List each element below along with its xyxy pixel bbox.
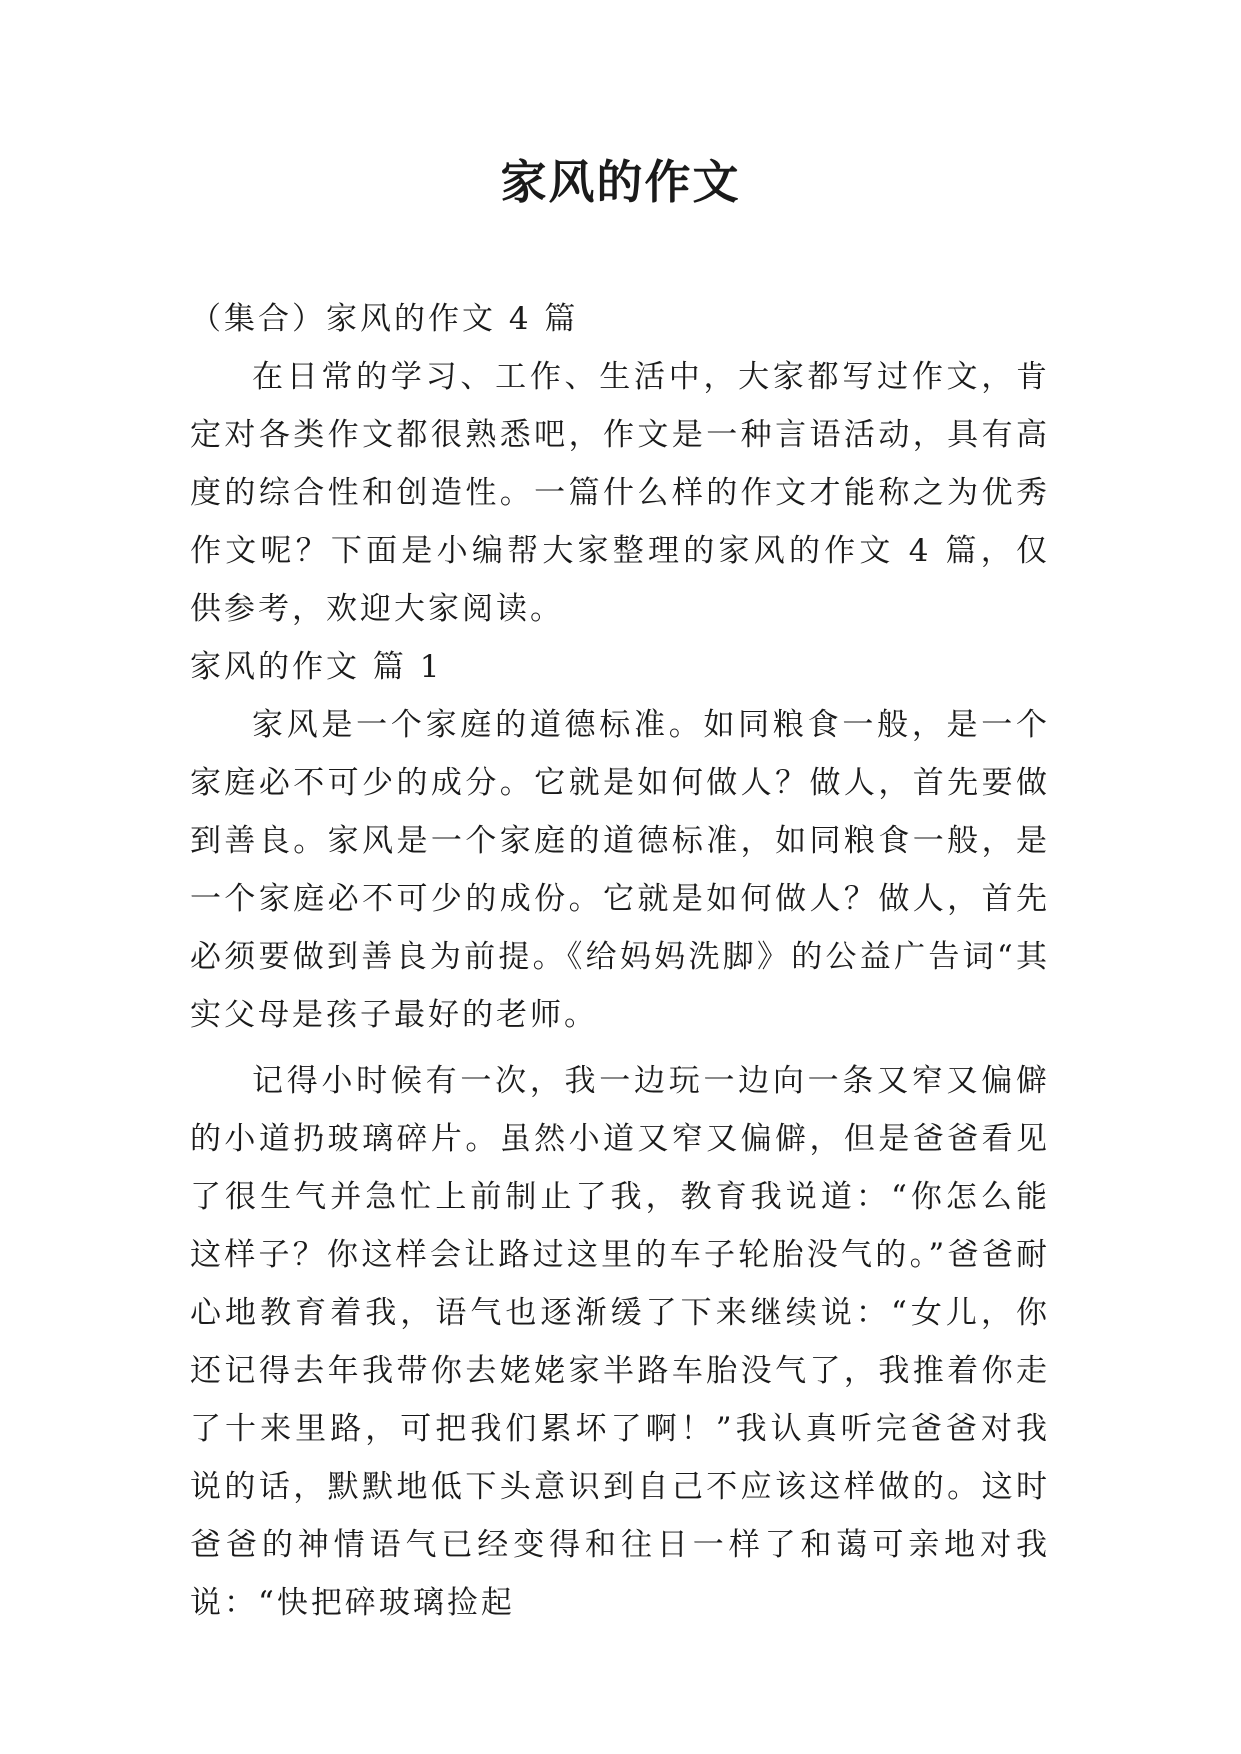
document-body: [190, 290, 1050, 1632]
body-paragraph: 家风是一个家庭的道德标准。如同粮食一般，是一个家庭必不可少的成分。它就是如何做人？做人，首先要做到善良。家风是一个家庭的道德标准，如同粮食一般，是一个家庭必不可少的成份。它就是如何做人？做人，首先必须要做到善良为前提。《给妈妈洗脚》的公益广告词“其实父母是孩子最好的老师。: [190, 707, 1050, 1033]
document-title: 家风的作文: [500, 155, 741, 209]
document-subtitle: （集合）家风的作文 4 篇: [190, 301, 579, 337]
body-paragraph: 记得小时候有一次，我一边玩一边向一条又窄又偏僻的小道扔玻璃碎片。虽然小道又窄又偏僻，但是爸爸看见了很生气并急忙上前制止了我，教育我说道：“你怎么能这样子？你这样会让路过这里的车子轮胎没气的。”爸爸耐心地教育着我，语气也逐渐缓了下来继续说：“女儿，你还记得去年我带你去姥姥家半路车胎没气了，我推着你走了十来里路，可把我们累坏了啊！”我认真听完爸爸对我说的话，默默地低下头意识到自己不应该这样做的。这时爸爸的神情语气已经变得和往日一样了和蔼可亲地对我说：“快把碎玻璃捡起: [190, 1063, 1050, 1621]
section-heading: 家风的作文 篇 1: [190, 649, 443, 685]
intro-paragraph: 在日常的学习、工作、生活中，大家都写过作文，肯定对各类作文都很熟悉吧，作文是一种言语活动，具有高度的综合性和创造性。一篇什么样的作文才能称之为优秀作文呢？下面是小编帮大家整理的家风的作文 4 篇，仅供参考，欢迎大家阅读。: [190, 359, 1050, 627]
